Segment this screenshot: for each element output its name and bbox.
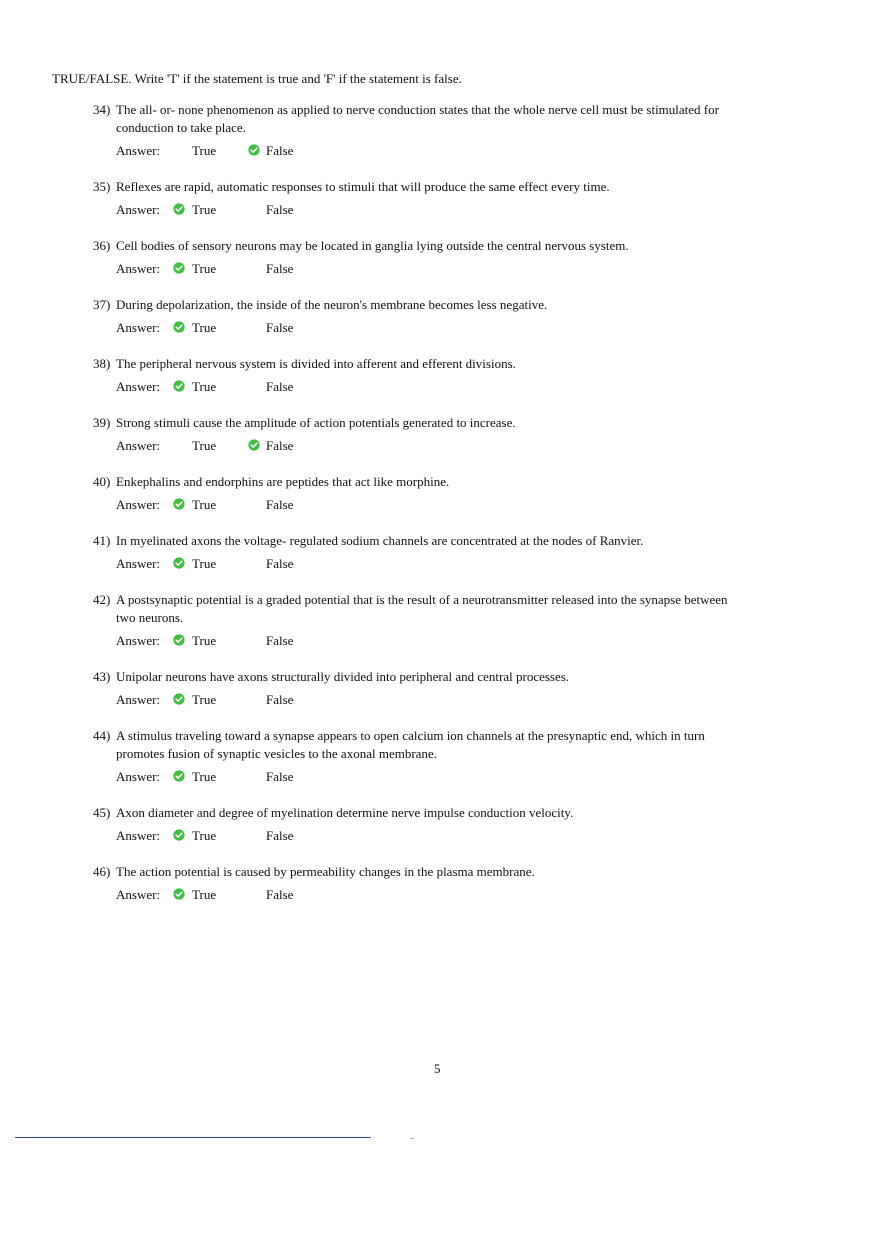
question-statement bbox=[0, 804, 728, 822]
question-list bbox=[0, 101, 880, 922]
check-icon bbox=[248, 144, 260, 156]
true-option: True bbox=[192, 202, 217, 217]
answer-label: Answer: bbox=[116, 692, 161, 707]
true-option: True bbox=[192, 438, 217, 453]
false-option: False bbox=[266, 497, 294, 512]
false-option: False bbox=[266, 320, 294, 335]
check-icon bbox=[248, 439, 260, 451]
false-option: False bbox=[266, 692, 294, 707]
true-check-slot bbox=[173, 321, 185, 333]
answer-label: Answer: bbox=[116, 828, 161, 843]
answer-label: Answer: bbox=[116, 556, 161, 571]
question-text: During depolarization, the inside of the neuron's membrane becomes less negative. bbox=[116, 297, 548, 312]
check-icon bbox=[173, 770, 185, 782]
true-option: True bbox=[192, 261, 217, 276]
answer-label: Answer: bbox=[116, 143, 161, 158]
question-item bbox=[0, 863, 880, 905]
true-option: True bbox=[192, 497, 217, 512]
false-option: False bbox=[266, 769, 294, 784]
question-number: 39) bbox=[93, 415, 111, 430]
question-statement bbox=[0, 414, 728, 432]
check-icon bbox=[173, 888, 185, 900]
question-item bbox=[0, 668, 880, 710]
question-number: 35) bbox=[93, 179, 111, 194]
question-item bbox=[0, 355, 880, 397]
question-number: 38) bbox=[93, 356, 111, 371]
false-option: False bbox=[266, 261, 294, 276]
answer-label: Answer: bbox=[116, 438, 161, 453]
question-text: A stimulus traveling toward a synapse appears to open calcium ion channels at the presynaptic end, which in turn promotes fusion of synaptic vesicles to the axonal membrane. bbox=[116, 728, 705, 761]
true-option: True bbox=[192, 828, 217, 843]
question-item bbox=[0, 178, 880, 220]
answer-row bbox=[0, 827, 880, 846]
question-number: 44) bbox=[93, 728, 111, 743]
question-number: 43) bbox=[93, 669, 111, 684]
question-text: Enkephalins and endorphins are peptides that act like morphine. bbox=[116, 474, 450, 489]
question-number: 40) bbox=[93, 474, 111, 489]
false-option: False bbox=[266, 438, 294, 453]
question-statement bbox=[0, 178, 728, 196]
question-item bbox=[0, 414, 880, 456]
answer-label: Answer: bbox=[116, 202, 161, 217]
answer-label: Answer: bbox=[116, 320, 161, 335]
check-icon bbox=[173, 829, 185, 841]
answer-label: Answer: bbox=[116, 497, 161, 512]
true-check-slot bbox=[173, 829, 185, 841]
question-text: Reflexes are rapid, automatic responses to stimuli that will produce the same effect every time. bbox=[116, 179, 610, 194]
true-check-slot bbox=[173, 557, 185, 569]
true-check-slot bbox=[173, 634, 185, 646]
true-option: True bbox=[192, 692, 217, 707]
answer-row bbox=[0, 319, 880, 338]
question-number: 45) bbox=[93, 805, 111, 820]
question-statement bbox=[0, 591, 728, 627]
check-icon bbox=[173, 498, 185, 510]
check-icon bbox=[173, 321, 185, 333]
question-item bbox=[0, 237, 880, 279]
question-number: 36) bbox=[93, 238, 111, 253]
answer-row bbox=[0, 691, 880, 710]
question-text: Axon diameter and degree of myelination determine nerve impulse conduction velocity. bbox=[116, 805, 574, 820]
question-item bbox=[0, 804, 880, 846]
answer-label: Answer: bbox=[116, 633, 161, 648]
question-statement bbox=[0, 237, 728, 255]
false-check-slot bbox=[248, 144, 260, 156]
check-icon bbox=[173, 634, 185, 646]
true-check-slot bbox=[173, 693, 185, 705]
question-statement bbox=[0, 532, 728, 550]
question-number: 42) bbox=[93, 592, 111, 607]
check-icon bbox=[173, 693, 185, 705]
question-item bbox=[0, 591, 880, 651]
question-statement bbox=[0, 727, 728, 763]
false-option: False bbox=[266, 887, 294, 902]
question-text: In myelinated axons the voltage- regulated sodium channels are concentrated at the nodes of Ranvier. bbox=[116, 533, 644, 548]
question-text: The action potential is caused by permeability changes in the plasma membrane. bbox=[116, 864, 535, 879]
false-option: False bbox=[266, 828, 294, 843]
true-check-slot bbox=[173, 380, 185, 392]
false-option: False bbox=[266, 633, 294, 648]
true-check-slot bbox=[173, 770, 185, 782]
true-option: True bbox=[192, 379, 217, 394]
question-text: Strong stimuli cause the amplitude of action potentials generated to increase. bbox=[116, 415, 516, 430]
question-item bbox=[0, 296, 880, 338]
answer-row bbox=[0, 260, 880, 279]
question-number: 41) bbox=[93, 533, 111, 548]
question-statement bbox=[0, 296, 728, 314]
false-option: False bbox=[266, 556, 294, 571]
true-check-slot bbox=[173, 498, 185, 510]
page-number: 5 bbox=[434, 1061, 441, 1076]
question-statement bbox=[0, 101, 728, 137]
answer-row bbox=[0, 201, 880, 220]
answer-label: Answer: bbox=[116, 261, 161, 276]
true-check-slot bbox=[173, 888, 185, 900]
question-statement bbox=[0, 473, 728, 491]
true-option: True bbox=[192, 556, 217, 571]
question-number: 46) bbox=[93, 864, 111, 879]
question-number: 37) bbox=[93, 297, 111, 312]
question-item bbox=[0, 727, 880, 787]
question-text: The peripheral nervous system is divided into afferent and efferent divisions. bbox=[116, 356, 516, 371]
question-text: The all- or- none phenomenon as applied to nerve conduction states that the whole nerve cell must be stimulated for conduction to take place. bbox=[116, 102, 719, 135]
check-icon bbox=[173, 557, 185, 569]
false-check-slot bbox=[248, 439, 260, 451]
answer-row bbox=[0, 886, 880, 905]
question-text: Unipolar neurons have axons structurally divided into peripheral and central processes. bbox=[116, 669, 570, 684]
answer-row bbox=[0, 768, 880, 787]
true-option: True bbox=[192, 633, 217, 648]
false-option: False bbox=[266, 143, 294, 158]
answer-row bbox=[0, 496, 880, 515]
true-option: True bbox=[192, 769, 217, 784]
question-text: Cell bodies of sensory neurons may be located in ganglia lying outside the central nervous system. bbox=[116, 238, 629, 253]
question-statement bbox=[0, 668, 728, 686]
false-option: False bbox=[266, 379, 294, 394]
answer-row bbox=[0, 142, 880, 161]
true-option: True bbox=[192, 143, 217, 158]
true-option: True bbox=[192, 320, 217, 335]
false-option: False bbox=[266, 202, 294, 217]
footer-mark bbox=[411, 1138, 414, 1139]
answer-row bbox=[0, 632, 880, 651]
check-icon bbox=[173, 262, 185, 274]
check-icon bbox=[173, 203, 185, 215]
answer-row bbox=[0, 437, 880, 456]
footer-rule bbox=[15, 1137, 371, 1138]
question-statement bbox=[0, 863, 728, 881]
question-item bbox=[0, 532, 880, 574]
true-check-slot bbox=[173, 262, 185, 274]
answer-row bbox=[0, 378, 880, 397]
question-item bbox=[0, 101, 880, 161]
question-item bbox=[0, 473, 880, 515]
check-icon bbox=[173, 380, 185, 392]
answer-row bbox=[0, 555, 880, 574]
question-number: 34) bbox=[93, 102, 111, 117]
true-check-slot bbox=[173, 203, 185, 215]
question-text: A postsynaptic potential is a graded potential that is the result of a neurotransmitter released into the synapse between two neurons. bbox=[116, 592, 728, 625]
answer-label: Answer: bbox=[116, 379, 161, 394]
answer-label: Answer: bbox=[116, 887, 161, 902]
answer-label: Answer: bbox=[116, 769, 161, 784]
true-option: True bbox=[192, 887, 217, 902]
question-statement bbox=[0, 355, 728, 373]
instructions-heading: TRUE/FALSE. Write 'T' if the statement is true and 'F' if the statement is false. bbox=[52, 71, 462, 86]
